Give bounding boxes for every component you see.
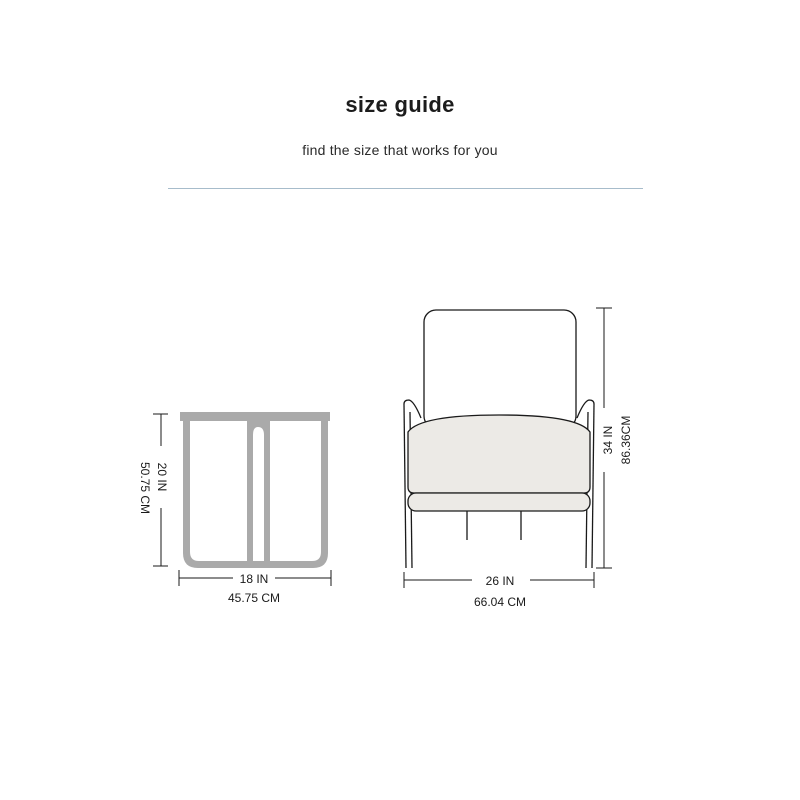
page-title: size guide (345, 92, 455, 117)
side-table-center-post-right (258, 421, 270, 561)
chair-width-in: 26 IN (485, 574, 515, 588)
side-table-illustration (180, 412, 330, 568)
chair-left-arm (404, 400, 421, 418)
chair-right-front-leg (592, 404, 594, 568)
side-table-center-post-left (247, 421, 264, 561)
chair-right-arm (577, 400, 594, 418)
chair-left-front-leg (404, 404, 406, 568)
side-table-width-cm: 45.75 CM (227, 591, 281, 605)
chair-backrest (424, 310, 576, 428)
chair-height-in: 34 IN (601, 425, 615, 455)
armchair-illustration (404, 310, 594, 568)
chair-height-cm: 86.36CM (619, 415, 633, 465)
side-table-width-in: 18 IN (239, 572, 269, 586)
chair-seat-cushion (408, 415, 590, 493)
chair-seat-base (408, 493, 590, 511)
side-table-height-cm: 50.75 CM (138, 461, 152, 515)
chair-width-cm: 66.04 CM (473, 595, 527, 609)
side-table-height-in: 20 IN (155, 462, 169, 492)
side-table-top (180, 412, 330, 421)
page-subtitle: find the size that works for you (302, 142, 498, 158)
side-table-frame (183, 421, 328, 568)
